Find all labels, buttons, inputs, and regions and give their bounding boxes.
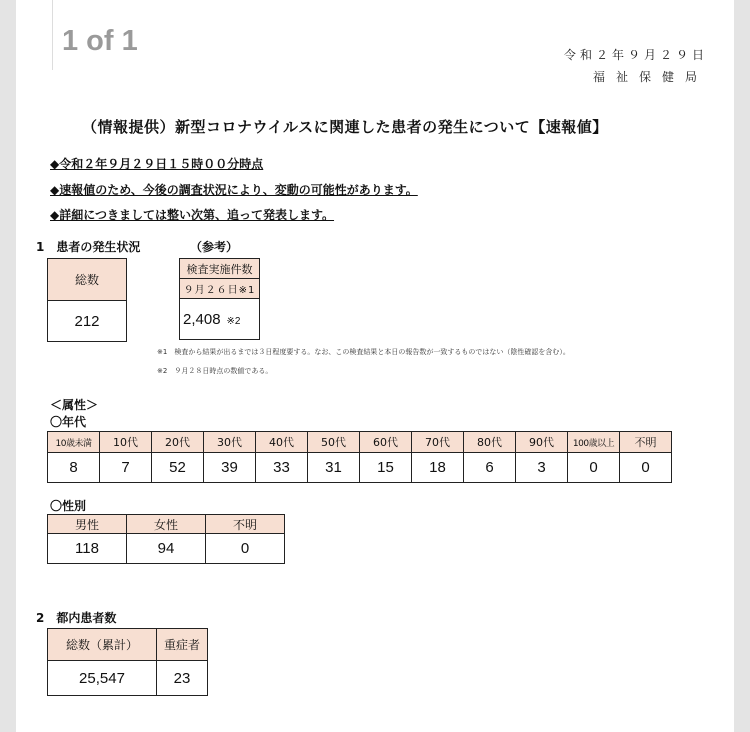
- age-header: 60代: [360, 432, 412, 453]
- age-header: 40代: [256, 432, 308, 453]
- department-name: 福祉保健局: [592, 70, 708, 84]
- attributes-heading: ＜属性＞: [50, 398, 99, 412]
- sex-group-heading: 〇性別: [50, 499, 87, 513]
- tokyo-patients-table: [47, 628, 208, 696]
- age-header: 30代: [204, 432, 256, 453]
- age-header: 50代: [308, 432, 360, 453]
- sex-value: 0: [206, 534, 285, 564]
- sex-breakdown-table: [47, 514, 285, 564]
- age-value: 18: [412, 453, 464, 483]
- age-value: 0: [568, 453, 620, 483]
- severe-cases-label: 重症者: [157, 629, 208, 661]
- age-header: 100歳以上: [568, 432, 620, 453]
- sex-value: 118: [48, 534, 127, 564]
- document-title: （情報提供）新型コロナウイルスに関連した患者の発生について【速報値】: [82, 118, 608, 136]
- sex-header: 女性: [127, 515, 206, 534]
- total-label: 総数: [48, 259, 127, 301]
- age-value: 31: [308, 453, 360, 483]
- cumulative-total-value: 25,547: [48, 661, 157, 696]
- sex-header: 不明: [206, 515, 285, 534]
- tests-note-mark: ※2: [226, 315, 241, 327]
- total-cases-table: [47, 258, 127, 342]
- notice-timestamp: ◆令和２年９月２９日１５時００分時点: [50, 157, 264, 171]
- age-header: 20代: [152, 432, 204, 453]
- severe-cases-value: 23: [157, 661, 208, 696]
- cumulative-total-label: 総数（累計）: [48, 629, 157, 661]
- age-header: 不明: [620, 432, 672, 453]
- document-date: 令和２年９月２９日: [563, 48, 708, 62]
- reference-heading: （参考）: [190, 240, 239, 254]
- total-value: 212: [48, 301, 127, 342]
- section-patient-status-heading: 1 患者の発生状況: [36, 240, 141, 254]
- age-group-heading: 〇年代: [50, 415, 87, 429]
- tests-date-label: ９月２６日※1: [180, 279, 260, 299]
- age-value: 7: [100, 453, 152, 483]
- age-header: 10歳未満: [48, 432, 100, 453]
- age-value: 6: [464, 453, 516, 483]
- document-page: [16, 0, 734, 732]
- age-value: 0: [620, 453, 672, 483]
- age-breakdown-table: [47, 431, 672, 483]
- age-value: 8: [48, 453, 100, 483]
- age-value: 52: [152, 453, 204, 483]
- age-header: 10代: [100, 432, 152, 453]
- footnote-2: ※2 ９月２８日時点の数値である。: [157, 367, 273, 375]
- footnote-1: ※1 検査から結果が出るまでは３日程度要する。なお、この検査結果と本日の報告数が一致するものではない（陰性確認を含む）。: [157, 348, 570, 356]
- age-value: 15: [360, 453, 412, 483]
- tests-value: 2,408: [183, 310, 221, 328]
- tests-conducted-table: [179, 258, 260, 340]
- sex-header: 男性: [48, 515, 127, 534]
- section-tokyo-patients-heading: 2 都内患者数: [36, 611, 117, 625]
- age-value: 33: [256, 453, 308, 483]
- page-divider: [52, 0, 53, 70]
- tests-value-cell: [180, 299, 260, 340]
- notice-details: ◆詳細につきましては整い次第、追って発表します。: [50, 208, 335, 222]
- age-value: 3: [516, 453, 568, 483]
- sex-value: 94: [127, 534, 206, 564]
- age-header: 90代: [516, 432, 568, 453]
- age-value: 39: [204, 453, 256, 483]
- tests-label: 検査実施件数: [180, 259, 260, 279]
- age-header: 80代: [464, 432, 516, 453]
- page-indicator: 1 of 1: [62, 25, 138, 57]
- notice-preliminary: ◆速報値のため、今後の調査状況により、変動の可能性があります。: [50, 183, 418, 197]
- age-header: 70代: [412, 432, 464, 453]
